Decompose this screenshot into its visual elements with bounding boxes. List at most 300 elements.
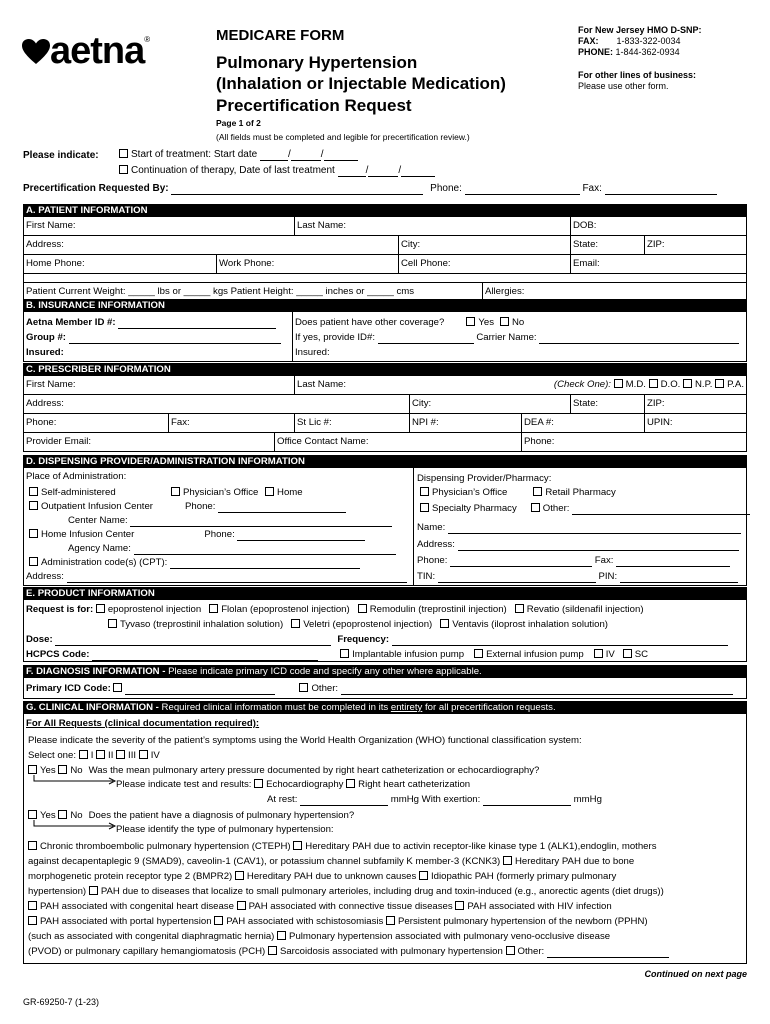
agency-name-row <box>68 543 396 555</box>
section-a-header: A. PATIENT INFORMATION <box>23 204 747 217</box>
retail-pharmacy-checkbox[interactable] <box>533 487 542 496</box>
label: Hereditary PAH due to unknown causes <box>246 871 417 882</box>
other-icd-checkbox[interactable] <box>299 683 308 692</box>
insured2-row <box>295 347 330 359</box>
label: Insured: <box>295 347 330 358</box>
center-name-row <box>68 515 392 527</box>
contact-title: For New Jersey HMO D-SNP: <box>578 25 702 35</box>
group-label: Group #: <box>26 332 66 343</box>
epoprostenol-checkbox[interactable] <box>96 604 105 613</box>
patient-allergies[interactable] <box>482 283 746 300</box>
label: Other: <box>311 683 339 694</box>
iv-checkbox[interactable] <box>594 649 603 658</box>
physician-office-checkbox[interactable] <box>171 487 180 496</box>
pah-drug-toxin-checkbox[interactable] <box>89 886 98 895</box>
phys-office-row <box>171 487 303 499</box>
other-icd-field[interactable] <box>341 685 733 695</box>
label: P.A. <box>727 379 744 390</box>
pharmacy-fax-field[interactable] <box>616 557 730 567</box>
section-g-note-underline: entirety <box>390 702 423 713</box>
label: ZIP: <box>647 239 665 250</box>
section-g-title: G. CLINICAL INFORMATION - <box>26 702 159 713</box>
start-treatment-row <box>119 149 358 161</box>
ph-no-checkbox[interactable] <box>58 810 67 819</box>
credential-check <box>554 376 744 394</box>
page-title-line2: (Inhalation or Injectable Medication) <box>216 74 506 93</box>
label: epoprostenol injection <box>107 604 202 615</box>
requested-by-row <box>23 183 747 195</box>
prescriber-email[interactable] <box>24 433 274 451</box>
diagnosis-grid <box>23 678 747 699</box>
other-coverage-row <box>295 317 524 329</box>
patient-last-name[interactable] <box>294 217 570 235</box>
slash: / <box>320 149 324 160</box>
outpatient-phone-field[interactable] <box>218 503 346 513</box>
patient-info-grid <box>23 217 747 301</box>
label: Office Contact Name: <box>277 436 369 447</box>
label: Fax: <box>171 417 190 428</box>
pvod-checkbox[interactable] <box>277 931 286 940</box>
label: Idiopathic PAH (formerly primary pulmonary <box>430 871 617 882</box>
label: DOB: <box>573 220 597 231</box>
ph-type-line2 <box>28 856 634 868</box>
who-class-1-checkbox[interactable] <box>79 750 88 759</box>
patient-state[interactable] <box>570 236 644 254</box>
prescriber-st-lic[interactable] <box>294 414 409 432</box>
prescriber-state[interactable] <box>570 395 644 413</box>
arrow-icon <box>33 820 117 832</box>
label: (Check One): <box>553 379 611 390</box>
dispensing-pharmacy-label: Dispensing Provider/Pharmacy: <box>417 473 552 484</box>
insured-row <box>26 347 64 359</box>
idiopathic-pah-checkbox[interactable] <box>419 871 428 880</box>
label: mmHg <box>390 794 419 805</box>
label: Address: <box>26 398 64 409</box>
carrier-name-field[interactable] <box>539 334 739 344</box>
label: SC <box>634 649 649 660</box>
insurance-grid <box>23 312 747 362</box>
label: Does patient have other coverage? <box>295 317 445 328</box>
hcpcs-label: HCPCS Code: <box>26 649 90 660</box>
label: against decapentaplegic 9 (SMAD9), caveolin-1 (CAV1), or potassium channel subfamily K member-3 (KCNK3) <box>28 856 501 867</box>
requested-phone-label: Phone: <box>430 183 462 194</box>
label: Allergies: <box>485 286 525 297</box>
office-contact-phone[interactable] <box>521 433 746 451</box>
section-b-header: B. INSURANCE INFORMATION <box>23 299 747 312</box>
product-grid <box>23 600 747 662</box>
section-f-header <box>23 665 747 678</box>
test-results-row <box>116 779 470 791</box>
other-coverage-no-checkbox[interactable] <box>500 317 509 326</box>
who-class-2-checkbox[interactable] <box>96 750 105 759</box>
ph-type-line3 <box>28 871 616 883</box>
home-checkbox[interactable] <box>265 487 274 496</box>
ph-other-checkbox[interactable] <box>506 946 515 955</box>
prescriber-first-name[interactable] <box>24 376 294 394</box>
admin-address-field[interactable] <box>67 573 407 583</box>
home-infusion-phone-field[interactable] <box>237 531 365 541</box>
prescriber-city[interactable] <box>409 395 570 413</box>
echo-checkbox[interactable] <box>254 779 263 788</box>
at-rest-field[interactable] <box>300 796 388 806</box>
label: III <box>128 750 137 761</box>
page-title-line1: Pulmonary Hypertension <box>216 53 418 72</box>
label: N.P. <box>695 379 713 390</box>
label: First Name: <box>26 379 76 390</box>
pharmacy-phone-row <box>417 555 730 567</box>
ventavis-checkbox[interactable] <box>440 619 449 628</box>
disp-other-field[interactable] <box>572 505 750 515</box>
label: Flolan (epoprostenol injection) <box>221 604 350 615</box>
label: Provider Email: <box>26 436 92 447</box>
dose-label: Dose: <box>26 634 53 645</box>
label: Persistent pulmonary hypertension of the newborn (PPHN) <box>398 916 648 927</box>
label: TIN: <box>417 571 436 582</box>
slash: / <box>365 165 369 176</box>
pah-hiv-checkbox[interactable] <box>455 901 464 910</box>
label: Yes <box>40 765 56 776</box>
request-row2 <box>108 619 608 631</box>
label: Sarcoidosis associated with pulmonary hypertension <box>279 946 503 957</box>
label: NPI #: <box>412 417 439 428</box>
label: Was the mean pulmonary artery pressure documented by right heart catheterization or echocardiography? <box>88 765 540 776</box>
identify-type-label: Please identify the type of pulmonary hypertension: <box>116 824 334 835</box>
form-type: MEDICARE FORM <box>216 27 345 44</box>
primary-icd-field[interactable] <box>125 685 275 695</box>
label: Physician’s Office <box>183 487 259 498</box>
label: Phone: <box>417 555 448 566</box>
ph-type-line6 <box>28 916 648 928</box>
external-pump-checkbox[interactable] <box>474 649 483 658</box>
phone-label: PHONE: <box>578 47 614 57</box>
start-date-month[interactable] <box>260 151 288 161</box>
group-row <box>26 332 281 344</box>
admin-codes-checkbox[interactable] <box>29 557 38 566</box>
other-lob-text: Please use other form. <box>578 81 669 91</box>
other-coverage-yes-checkbox[interactable] <box>466 317 475 326</box>
who-class-4-checkbox[interactable] <box>139 750 148 759</box>
last-date-month[interactable] <box>338 167 366 177</box>
cteph-checkbox[interactable] <box>28 841 37 850</box>
home-infusion-checkbox[interactable] <box>29 529 38 538</box>
do-checkbox[interactable] <box>649 379 658 388</box>
self-admin-row <box>29 487 116 499</box>
prescriber-grid <box>23 376 747 452</box>
dose-field[interactable] <box>55 636 331 646</box>
disp-physician-office-checkbox[interactable] <box>420 487 429 496</box>
pharmacy-tin-field[interactable] <box>438 573 596 583</box>
patient-city[interactable] <box>398 236 570 254</box>
fax-number: 1-833-322-0034 <box>616 36 681 46</box>
pa-checkbox[interactable] <box>715 379 724 388</box>
request-for-label: Request is for: <box>26 604 94 615</box>
label: St Lic #: <box>297 417 332 428</box>
severity-question: Please indicate the severity of the patient’s symptoms using the World Health Organization (WHO) functional classification system: <box>28 735 582 746</box>
section-g-header <box>23 701 747 714</box>
pah-schisto-checkbox[interactable] <box>214 916 223 925</box>
admin-codes-row <box>29 557 360 569</box>
completion-note: (All fields must be completed and legible for precertification review.) <box>216 132 470 142</box>
label: Does the patient have a diagnosis of pulmonary hypertension? <box>88 810 355 821</box>
label: Address: <box>26 239 64 250</box>
label: Veletri (epoprostenol injection) <box>303 619 433 630</box>
section-f-note: Please indicate primary ICD code and specify any other where applicable. <box>165 666 482 677</box>
ph-yes-checkbox[interactable] <box>28 810 37 819</box>
requested-by-field[interactable] <box>171 185 423 195</box>
prescriber-npi[interactable] <box>409 414 521 432</box>
pharmacy-tin-row <box>417 571 738 583</box>
label: PAH associated with connective tissue diseases <box>248 901 453 912</box>
fax-line <box>578 36 681 47</box>
dispensing-row1 <box>420 487 616 499</box>
label: No <box>70 810 83 821</box>
label: With exertion: <box>421 794 481 805</box>
label: Implantable infusion pump <box>352 649 465 660</box>
label: IV <box>150 750 160 761</box>
label: Other: <box>517 946 545 957</box>
label: ZIP: <box>647 398 665 409</box>
rhc-checkbox[interactable] <box>346 779 355 788</box>
label: Agency Name: <box>68 543 131 554</box>
hereditary-alk1-checkbox[interactable] <box>293 841 302 850</box>
patient-dob[interactable] <box>570 217 746 235</box>
prescriber-phone[interactable] <box>24 414 168 432</box>
exertion-field[interactable] <box>483 796 571 806</box>
phone-number: 1-844-362-0934 <box>615 47 680 57</box>
label: UPIN: <box>647 417 673 428</box>
admin-codes-field[interactable] <box>170 559 360 569</box>
prescriber-zip[interactable] <box>644 395 746 413</box>
pharmacy-pin-field[interactable] <box>620 573 738 583</box>
pharmacy-phone-field[interactable] <box>450 557 592 567</box>
hcpcs-row <box>26 649 648 661</box>
implantable-pump-checkbox[interactable] <box>340 649 349 658</box>
label: If yes, provide ID#: <box>295 332 375 343</box>
form-code: GR-69250-7 (1-23) <box>23 997 100 1007</box>
pharmacy-address-field[interactable] <box>458 541 739 551</box>
pharmacy-address-row <box>417 539 739 551</box>
label: Phone: <box>524 436 555 447</box>
admin-address-row <box>26 571 407 583</box>
label: Fax: <box>594 555 614 566</box>
md-checkbox[interactable] <box>614 379 623 388</box>
frequency-field[interactable] <box>392 636 728 646</box>
pressure-row <box>267 794 602 806</box>
member-id-field[interactable] <box>118 319 276 329</box>
pah-chd-checkbox[interactable] <box>28 901 37 910</box>
label: Yes <box>478 317 494 328</box>
prescriber-upin[interactable] <box>644 414 746 432</box>
veletri-checkbox[interactable] <box>291 619 300 628</box>
label: Retail Pharmacy <box>545 487 616 498</box>
all-requests-heading: For All Requests (clinical documentation required): <box>26 718 260 729</box>
label: morphogenetic protein receptor type 2 (BMPR2) <box>28 871 233 882</box>
pah-ctd-checkbox[interactable] <box>237 901 246 910</box>
prescriber-address[interactable] <box>24 395 409 413</box>
logo-text: aetna <box>50 30 145 72</box>
member-id-row <box>26 317 276 329</box>
arrow-icon <box>33 775 117 787</box>
label: Administration code(s) (CPT): <box>41 557 168 568</box>
section-d-header: D. DISPENSING PROVIDER/ADMINISTRATION INFORMATION <box>23 455 747 468</box>
label: Yes <box>40 810 56 821</box>
remodulin-checkbox[interactable] <box>358 604 367 613</box>
ph-type-line5 <box>28 901 612 913</box>
start-treatment-label: Start of treatment: Start date <box>131 149 258 160</box>
label: PAH associated with HIV infection <box>467 901 612 912</box>
label: Last Name: <box>297 379 347 390</box>
requested-phone-field[interactable] <box>465 185 580 195</box>
registered-mark: ® <box>144 35 151 44</box>
primary-icd-label: Primary ICD Code: <box>26 683 111 694</box>
patient-work-phone[interactable] <box>216 255 398 273</box>
continuation-row <box>119 165 435 177</box>
label: PAH associated with portal hypertension <box>40 916 212 927</box>
prescriber-fax[interactable] <box>168 414 294 432</box>
label: D.O. <box>660 379 681 390</box>
requested-by-label: Precertification Requested By: <box>23 183 169 194</box>
prescriber-dea[interactable] <box>521 414 644 432</box>
label: State: <box>573 239 599 250</box>
hcpcs-field[interactable] <box>92 651 318 661</box>
label: State: <box>573 398 599 409</box>
if-yes-row <box>295 332 739 344</box>
start-date-day[interactable] <box>291 151 321 161</box>
label: Phone: <box>26 417 57 428</box>
start-treatment-checkbox[interactable] <box>119 149 128 158</box>
clinical-grid <box>23 714 747 964</box>
label: Outpatient Infusion Center <box>41 501 153 512</box>
last-date-day[interactable] <box>365 165 398 177</box>
label: External infusion pump <box>486 649 584 660</box>
section-f-title: F. DIAGNOSIS INFORMATION - <box>26 666 166 677</box>
label: PAH associated with schistosomiasis <box>226 916 384 927</box>
pah-portal-checkbox[interactable] <box>28 916 37 925</box>
label: No <box>70 765 83 776</box>
last-date-year[interactable] <box>401 167 435 177</box>
member-id-label: Aetna Member ID #: <box>26 317 116 328</box>
group-field[interactable] <box>69 334 281 344</box>
label: (PVOD) or pulmonary capillary hemangiomatosis (PCH) <box>28 946 266 957</box>
section-e-header: E. PRODUCT INFORMATION <box>23 587 747 600</box>
agency-name-field[interactable] <box>134 545 396 555</box>
label: Pulmonary hypertension associated with pulmonary veno-occlusive disease <box>289 931 611 942</box>
label: Self-administered <box>41 487 116 498</box>
pphn-checkbox[interactable] <box>386 916 395 925</box>
who-class-3-checkbox[interactable] <box>116 750 125 759</box>
section-c-header: C. PRESCRIBER INFORMATION <box>23 363 747 376</box>
label: Specialty Pharmacy <box>432 503 517 514</box>
other-lob-title: For other lines of business: <box>578 70 697 80</box>
label: Remodulin (treprostinil injection) <box>369 604 507 615</box>
label: Home Phone: <box>26 258 85 269</box>
tyvaso-checkbox[interactable] <box>108 619 117 628</box>
mpap-yes-checkbox[interactable] <box>28 765 37 774</box>
patient-email[interactable] <box>570 255 746 273</box>
patient-cell-phone[interactable] <box>398 255 570 273</box>
revatio-checkbox[interactable] <box>515 604 524 613</box>
requested-fax-field[interactable] <box>605 185 717 195</box>
continuation-label: Continuation of therapy, Date of last treatment <box>131 165 335 176</box>
office-contact-name[interactable] <box>274 433 521 451</box>
please-indicate-label: Please indicate: <box>23 150 99 161</box>
pharmacy-name-field[interactable] <box>448 524 741 534</box>
prescriber-last-name[interactable] <box>294 376 746 394</box>
label: Select one: <box>28 750 77 761</box>
mpap-no-checkbox[interactable] <box>58 765 67 774</box>
patient-home-phone[interactable] <box>24 255 216 273</box>
ph-type-line7 <box>28 931 610 943</box>
hereditary-bmpr2-checkbox[interactable] <box>503 856 512 865</box>
outpatient-checkbox[interactable] <box>29 501 38 510</box>
np-checkbox[interactable] <box>683 379 692 388</box>
requested-fax-label: Fax: <box>582 183 602 194</box>
label: Name: <box>417 522 446 533</box>
flolan-checkbox[interactable] <box>209 604 218 613</box>
label: Phone: <box>185 501 216 512</box>
patient-first-name[interactable] <box>24 217 294 235</box>
label: Cell Phone: <box>401 258 451 269</box>
phone-line <box>578 47 680 58</box>
sc-checkbox[interactable] <box>623 649 632 658</box>
disp-other-checkbox[interactable] <box>531 503 540 512</box>
other-id-field[interactable] <box>378 334 474 344</box>
primary-icd-checkbox[interactable] <box>113 683 122 692</box>
label: Work Phone: <box>219 258 275 269</box>
sarcoidosis-checkbox[interactable] <box>268 946 277 955</box>
label: II <box>108 750 114 761</box>
ph-other-field[interactable] <box>547 948 669 958</box>
dose-row <box>26 634 728 646</box>
pharmacy-name-row <box>417 522 741 534</box>
label: Tyvaso (treprostinil inhalation solution) <box>120 619 284 630</box>
ph-type-line8 <box>28 946 669 958</box>
label: Center Name: <box>68 515 128 526</box>
request-row1 <box>26 604 644 616</box>
start-date-year[interactable] <box>324 151 358 161</box>
insured-label: Insured: <box>26 347 64 358</box>
label: hypertension) <box>28 886 87 897</box>
label: Other: <box>542 503 570 514</box>
dispensing-grid <box>23 468 747 586</box>
label: IV <box>605 649 615 660</box>
ph-type-line4 <box>28 886 664 898</box>
self-admin-checkbox[interactable] <box>29 487 38 496</box>
label: PAH due to diseases that localize to small pulmonary arterioles, including drug and toxin-induced (e.g., anorectic agents (diet drugs)) <box>100 886 664 897</box>
center-name-field[interactable] <box>130 517 392 527</box>
page-number: Page 1 of 2 <box>216 118 261 128</box>
patient-address[interactable] <box>24 236 398 254</box>
who-class-row <box>28 750 160 762</box>
ph-type-line1 <box>28 841 657 853</box>
label: Right heart catheterization <box>358 779 471 790</box>
continuation-checkbox[interactable] <box>119 165 128 174</box>
label: Physician’s Office <box>432 487 508 498</box>
label: City: <box>401 239 421 250</box>
label: First Name: <box>26 220 76 231</box>
label: Email: <box>573 258 600 269</box>
label: Carrier Name: <box>476 332 537 343</box>
specialty-pharmacy-checkbox[interactable] <box>420 503 429 512</box>
label: No <box>512 317 525 328</box>
slash: / <box>287 149 291 160</box>
label: Please indicate test and results: <box>116 779 252 790</box>
page-title-line3: Precertification Request <box>216 96 412 115</box>
label: Chronic thromboembolic pulmonary hypertension (CTEPH) <box>40 841 291 852</box>
patient-weight-height[interactable] <box>24 283 482 300</box>
patient-zip[interactable] <box>644 236 746 254</box>
hereditary-unknown-checkbox[interactable] <box>235 871 244 880</box>
